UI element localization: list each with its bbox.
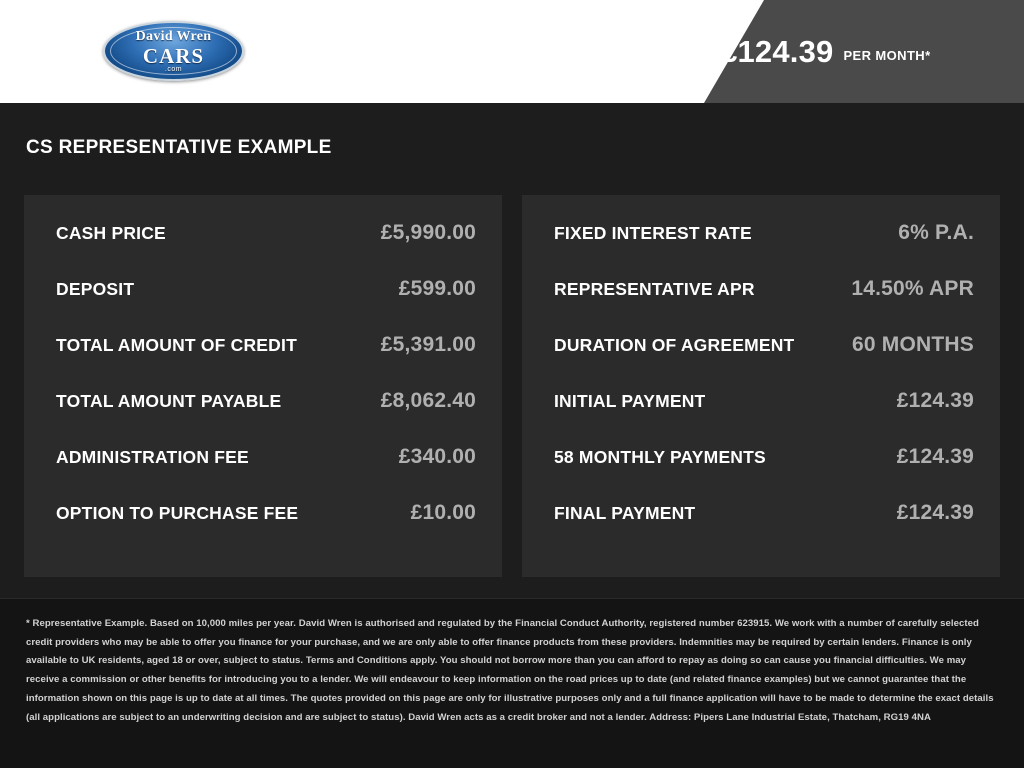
row-label: OPTION TO PURCHASE FEE bbox=[56, 503, 299, 523]
row-value: 6% P.A. bbox=[898, 221, 974, 244]
row-label: FINAL PAYMENT bbox=[554, 503, 696, 523]
finance-panel-right bbox=[522, 195, 1000, 577]
row-value: £124.39 bbox=[896, 501, 974, 524]
finance-panels bbox=[24, 195, 1000, 577]
row-value: £10.00 bbox=[410, 501, 476, 524]
table-row bbox=[56, 221, 476, 277]
row-label: CASH PRICE bbox=[56, 223, 166, 243]
page-title: CS REPRESENTATIVE EXAMPLE bbox=[26, 137, 332, 158]
logo-top-text: David Wren bbox=[135, 28, 212, 44]
row-label: ADMINISTRATION FEE bbox=[56, 447, 249, 467]
row-label: FIXED INTEREST RATE bbox=[554, 223, 752, 243]
table-row bbox=[554, 389, 974, 445]
table-row bbox=[56, 389, 476, 445]
table-row bbox=[554, 277, 974, 333]
row-value: 60 MONTHS bbox=[852, 333, 974, 356]
page-header bbox=[0, 0, 1024, 103]
row-value: £599.00 bbox=[398, 277, 476, 300]
row-value: £8,062.40 bbox=[380, 389, 476, 412]
table-row bbox=[554, 445, 974, 501]
row-label: DEPOSIT bbox=[56, 279, 135, 299]
monthly-price-block bbox=[704, 0, 1024, 103]
logo-main-text: CARS bbox=[142, 43, 205, 68]
row-label: 58 MONTHLY PAYMENTS bbox=[554, 447, 766, 467]
row-label: INITIAL PAYMENT bbox=[554, 391, 706, 411]
monthly-price-period: PER MONTH* bbox=[843, 48, 931, 63]
table-row bbox=[56, 333, 476, 389]
table-row bbox=[554, 501, 974, 557]
row-value: £5,391.00 bbox=[380, 333, 476, 356]
page-footer bbox=[0, 598, 1024, 768]
table-row bbox=[56, 445, 476, 501]
row-value: £124.39 bbox=[896, 445, 974, 468]
disclaimer-text: * Representative Example. Based on 10,000 miles per year. David Wren is authorised and regulated by the Financial Conduct Authority, registered number 623915. We work with a number of carefully selected credit providers who may be able to offer you finance for your purchase, and we are only able to offer finance products from these providers. Indemnities may be required by certain lenders. Finance is only available to UK residents, aged 18 or over, subject to status. Terms and Conditions apply. You should not borrow more than you can afford to repay as doing so can cause you financial difficulties. We may receive a commission or other benefits for introducing you to a lender. We will endeavour to keep information on the road prices up to date (and related finance examples) but we cannot guarantee that the information shown on this page is up to date at all times. The quotes provided on this page are only for illustrative purposes only and a full finance application will have to be made to determine the exact details (all applications are subject to an underwriting decision and are subject to status). David Wren acts as a credit broker and not a lender. Address: Pipers Lane Industrial Estate, Thatcham, RG19 4NA bbox=[26, 618, 994, 723]
table-row bbox=[56, 277, 476, 333]
row-value: £340.00 bbox=[398, 445, 476, 468]
monthly-price-amount: £124.39 bbox=[720, 34, 834, 69]
table-row bbox=[56, 501, 476, 557]
row-value: 14.50% APR bbox=[851, 277, 974, 300]
row-label: REPRESENTATIVE APR bbox=[554, 279, 755, 299]
table-row bbox=[554, 221, 974, 277]
row-label: DURATION OF AGREEMENT bbox=[554, 335, 795, 355]
row-label: TOTAL AMOUNT PAYABLE bbox=[56, 391, 282, 411]
finance-panel-left bbox=[24, 195, 502, 577]
main-content bbox=[0, 103, 1024, 598]
logo-sub-text: .com bbox=[164, 66, 183, 74]
row-value: £124.39 bbox=[896, 389, 974, 412]
row-label: TOTAL AMOUNT OF CREDIT bbox=[56, 335, 297, 355]
logo-text-group bbox=[103, 21, 244, 81]
row-value: £5,990.00 bbox=[380, 221, 476, 244]
table-row bbox=[554, 333, 974, 389]
brand-logo[interactable] bbox=[103, 21, 244, 81]
